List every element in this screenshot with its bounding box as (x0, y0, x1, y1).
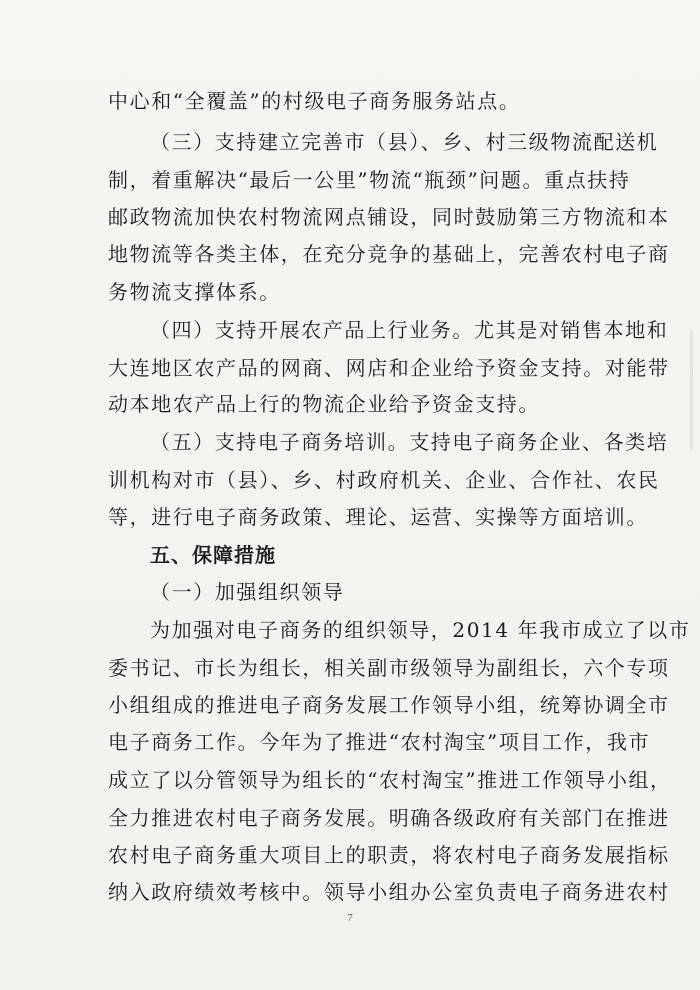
text-line-9: 动本地农产品上行的物流企业给予资金支持。 (108, 392, 540, 416)
subsection-heading: （一）加强组织领导 (150, 580, 345, 604)
text-line-2: （三）支持建立完善市（县）、乡、村三级物流配送机 (150, 130, 659, 154)
text-line-20: 全力推进农村电子商务发展。明确各级政府有关部门在推进 (108, 806, 670, 830)
text-line-17: 小组组成的推进电子商务发展工作领导小组，统筹协调全市 (108, 693, 670, 717)
text-line-22: 纳入政府绩效考核中。领导小组办公室负责电子商务进农村 (108, 880, 670, 904)
text-line-6: 务物流支撑体系。 (108, 280, 281, 304)
text-line-5: 地物流等各类主体，在充分竞争的基础上，完善农村电子商 (108, 242, 670, 266)
text-line-15: 为加强对电子商务的组织领导，2014 年我市成立了以市 (150, 618, 691, 642)
text-line-4: 邮政物流加快农村物流网点铺设，同时鼓励第三方物流和本 (108, 205, 670, 229)
text-line-3: 制，着重解决“最后一公里”物流“瓶颈”问题。重点扶持 (108, 168, 631, 192)
text-line-21: 农村电子商务重大项目上的职责，将农村电子商务发展指标 (108, 843, 670, 867)
text-line-1: 中心和“全覆盖”的村级电子商务服务站点。 (108, 89, 521, 113)
text-line-10: （五）支持电子商务培训。支持电子商务企业、各类培 (150, 430, 669, 454)
text-line-11: 训机构对市（县）、乡、村政府机关、企业、合作社、农民 (108, 468, 660, 492)
text-line-12: 等，进行电子商务政策、理论、运营、实操等方面培训。 (108, 505, 648, 529)
text-line-19: 成立了以分管领导为组长的“农村淘宝”推进工作领导小组， (108, 768, 672, 792)
page-number: 7 (347, 912, 353, 924)
scan-edge-shadow (690, 330, 693, 450)
text-line-16: 委书记、市长为组长，相关副市级领导为副组长，六个专项 (108, 656, 670, 680)
text-line-18: 电子商务工作。今年为了推进“农村淘宝”项目工作，我市 (108, 730, 651, 754)
text-line-7: （四）支持开展农产品上行业务。尤其是对销售本地和 (150, 318, 669, 342)
text-line-8: 大连地区农产品的网商、网店和企业给予资金支持。对能带 (108, 356, 670, 380)
section-heading: 五、保障措施 (150, 543, 276, 567)
